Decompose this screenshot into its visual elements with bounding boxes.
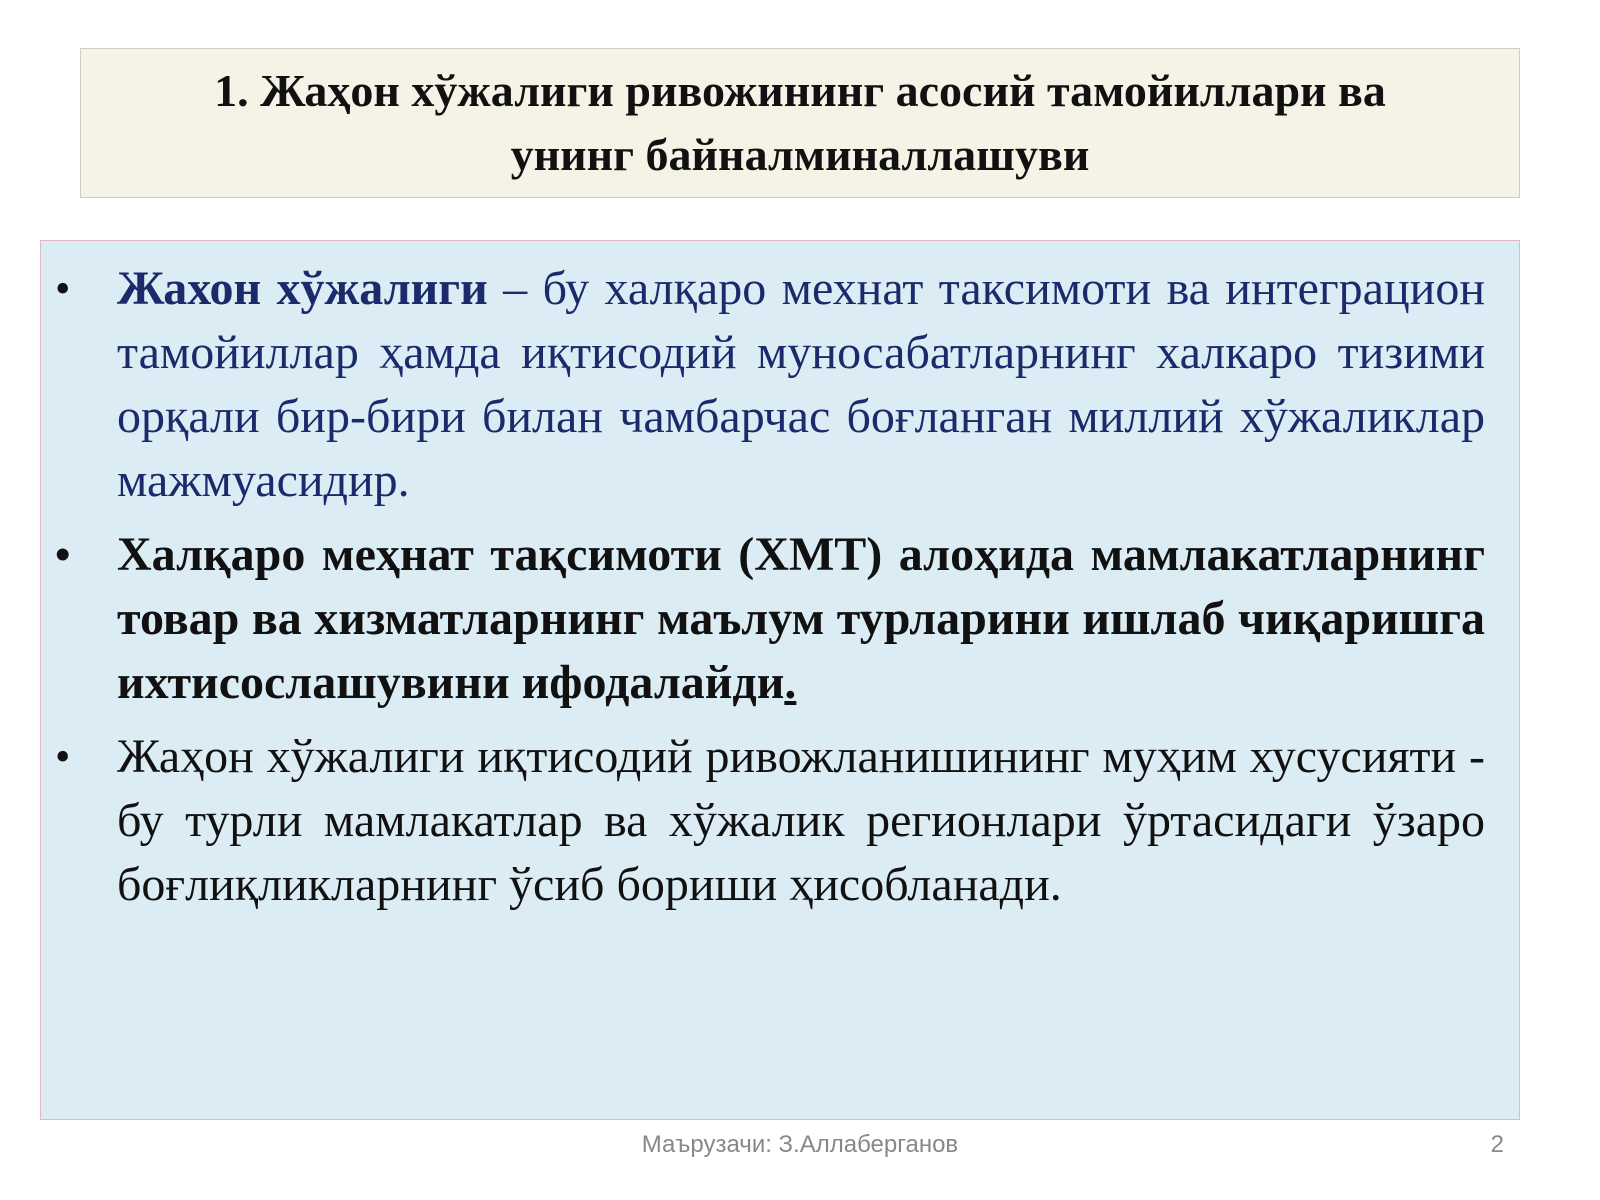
bullet-item-1 [41, 257, 1521, 513]
bullet-item-2 [41, 523, 1521, 715]
bullet-1-term: Жахон хўжалиги [117, 262, 488, 315]
bullet-1-text: – бу халқаро мехнат таксимоти ва интеграцион тамойиллар ҳамда иқтисодий муносабатларнинг халкаро тизими орқали бир-бири билан чамбарчас боғланган миллий хўжаликлар мажмуасидир. [117, 262, 1486, 507]
slide-title-line-1: 1. Жаҳон хўжалиги ривожининг асосий тамойиллари ва [214, 65, 1386, 116]
slide-title-box [80, 48, 1520, 198]
footer-author: Маърузачи: З.Аллаберганов [641, 1131, 959, 1158]
slide-title-line-2: унинг байналминаллашуви [510, 129, 1090, 180]
slide-content-box [40, 240, 1520, 1120]
page-number: 2 [1490, 1131, 1504, 1158]
bullet-2-text: Халқаро меҳнат тақсимоти (ХМТ) алоҳида мамлакатларнинг товар ва хизматларнинг маълум турларини ишлаб чиқаришга ихтисослашувини ифодалайди [117, 528, 1485, 709]
bullet-2-end: . [784, 656, 797, 709]
bullet-item-3 [41, 725, 1521, 917]
bullet-list [41, 257, 1521, 927]
bullet-3-text: Жаҳон хўжалиги иқтисодий ривожланишининг муҳим хусусияти - бу турли мамлакатлар ва хўжалик регионлари ўртасидаги ўзаро боғлиқликларнинг ўсиб бориши ҳисобланади. [117, 730, 1485, 911]
bullet-dot-icon: • [55, 530, 71, 579]
slide-title [214, 59, 1386, 187]
bullet-dot-icon: • [55, 264, 71, 313]
bullet-dot-icon: • [55, 732, 71, 781]
